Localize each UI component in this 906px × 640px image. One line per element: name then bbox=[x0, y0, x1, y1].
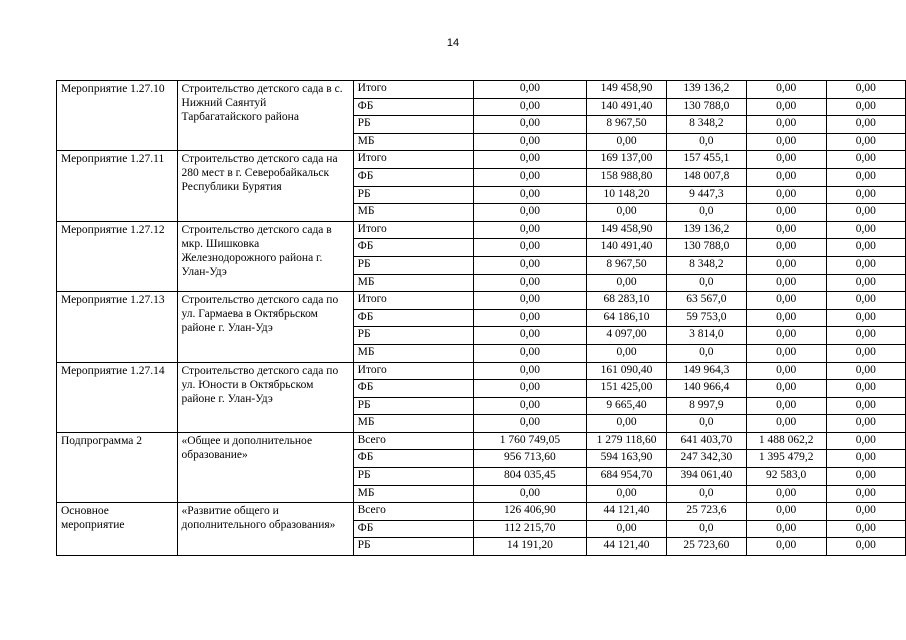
funding-source-cell: РБ bbox=[353, 538, 473, 556]
funding-source-cell: Всего bbox=[353, 432, 473, 450]
funding-source-cell: РБ bbox=[353, 468, 473, 486]
amount-cell-5: 0,00 bbox=[826, 256, 905, 274]
funding-source-cell: ФБ bbox=[353, 168, 473, 186]
funding-source-cell: МБ bbox=[353, 344, 473, 362]
amount-cell-1: 0,00 bbox=[473, 309, 586, 327]
amount-cell-2: 0,00 bbox=[587, 204, 667, 222]
table-row bbox=[57, 503, 906, 521]
amount-cell-2: 140 491,40 bbox=[587, 239, 667, 257]
amount-cell-3: 139 136,2 bbox=[666, 81, 746, 99]
amount-cell-1: 0,00 bbox=[473, 221, 586, 239]
amount-cell-5: 0,00 bbox=[826, 309, 905, 327]
amount-cell-2: 151 425,00 bbox=[587, 380, 667, 398]
amount-cell-4: 0,00 bbox=[746, 81, 826, 99]
amount-cell-5: 0,00 bbox=[826, 380, 905, 398]
funding-source-cell: ФБ bbox=[353, 239, 473, 257]
amount-cell-4: 0,00 bbox=[746, 256, 826, 274]
amount-cell-3: 0,0 bbox=[666, 133, 746, 151]
amount-cell-1: 0,00 bbox=[473, 98, 586, 116]
amount-cell-2: 161 090,40 bbox=[587, 362, 667, 380]
activity-description-cell: «Развитие общего и дополнительного образования» bbox=[177, 503, 353, 556]
amount-cell-1: 0,00 bbox=[473, 362, 586, 380]
amount-cell-1: 0,00 bbox=[473, 327, 586, 345]
activity-description-cell: Строительство детского сада по ул. Юности в Октябрьском районе г. Улан-Удэ bbox=[177, 362, 353, 432]
amount-cell-5: 0,00 bbox=[826, 327, 905, 345]
funding-source-cell: ФБ bbox=[353, 309, 473, 327]
amount-cell-4: 0,00 bbox=[746, 98, 826, 116]
amount-cell-3: 0,0 bbox=[666, 485, 746, 503]
amount-cell-2: 0,00 bbox=[587, 415, 667, 433]
amount-cell-4: 0,00 bbox=[746, 292, 826, 310]
activity-description-cell: «Общее и дополнительное образование» bbox=[177, 432, 353, 502]
amount-cell-5: 0,00 bbox=[826, 468, 905, 486]
amount-cell-1: 0,00 bbox=[473, 204, 586, 222]
amount-cell-1: 0,00 bbox=[473, 415, 586, 433]
amount-cell-3: 0,0 bbox=[666, 204, 746, 222]
amount-cell-4: 0,00 bbox=[746, 327, 826, 345]
amount-cell-3: 140 966,4 bbox=[666, 380, 746, 398]
amount-cell-3: 0,0 bbox=[666, 274, 746, 292]
funding-source-cell: МБ bbox=[353, 485, 473, 503]
amount-cell-4: 0,00 bbox=[746, 503, 826, 521]
amount-cell-2: 169 137,00 bbox=[587, 151, 667, 169]
amount-cell-2: 0,00 bbox=[587, 133, 667, 151]
amount-cell-1: 0,00 bbox=[473, 274, 586, 292]
amount-cell-3: 149 964,3 bbox=[666, 362, 746, 380]
amount-cell-2: 10 148,20 bbox=[587, 186, 667, 204]
amount-cell-2: 140 491,40 bbox=[587, 98, 667, 116]
activity-code-cell: Мероприятие 1.27.11 bbox=[57, 151, 178, 221]
amount-cell-5: 0,00 bbox=[826, 151, 905, 169]
amount-cell-2: 44 121,40 bbox=[587, 538, 667, 556]
amount-cell-2: 0,00 bbox=[587, 520, 667, 538]
amount-cell-4: 0,00 bbox=[746, 309, 826, 327]
amount-cell-5: 0,00 bbox=[826, 397, 905, 415]
amount-cell-3: 9 447,3 bbox=[666, 186, 746, 204]
amount-cell-1: 0,00 bbox=[473, 397, 586, 415]
activity-code-cell: Подпрограмма 2 bbox=[57, 432, 178, 502]
activity-description-cell: Строительство детского сада в с. Нижний Саянтуй Тарбагатайского района bbox=[177, 81, 353, 151]
funding-source-cell: ФБ bbox=[353, 450, 473, 468]
funding-source-cell: РБ bbox=[353, 116, 473, 134]
amount-cell-5: 0,00 bbox=[826, 503, 905, 521]
funding-source-cell: ФБ bbox=[353, 520, 473, 538]
activity-code-cell: Мероприятие 1.27.10 bbox=[57, 81, 178, 151]
amount-cell-4: 0,00 bbox=[746, 186, 826, 204]
amount-cell-2: 8 967,50 bbox=[587, 116, 667, 134]
amount-cell-4: 0,00 bbox=[746, 239, 826, 257]
page-number: 14 bbox=[446, 37, 460, 49]
funding-source-cell: МБ bbox=[353, 204, 473, 222]
amount-cell-4: 1 488 062,2 bbox=[746, 432, 826, 450]
amount-cell-2: 149 458,90 bbox=[587, 81, 667, 99]
amount-cell-5: 0,00 bbox=[826, 292, 905, 310]
amount-cell-5: 0,00 bbox=[826, 116, 905, 134]
amount-cell-4: 0,00 bbox=[746, 538, 826, 556]
amount-cell-5: 0,00 bbox=[826, 274, 905, 292]
funding-source-cell: РБ bbox=[353, 256, 473, 274]
amount-cell-3: 148 007,8 bbox=[666, 168, 746, 186]
amount-cell-4: 0,00 bbox=[746, 344, 826, 362]
amount-cell-1: 14 191,20 bbox=[473, 538, 586, 556]
amount-cell-1: 1 760 749,05 bbox=[473, 432, 586, 450]
amount-cell-3: 130 788,0 bbox=[666, 239, 746, 257]
amount-cell-5: 0,00 bbox=[826, 485, 905, 503]
amount-cell-2: 0,00 bbox=[587, 274, 667, 292]
table-row bbox=[57, 221, 906, 239]
amount-cell-5: 0,00 bbox=[826, 538, 905, 556]
activity-description-cell: Строительство детского сада в мкр. Шишковка Железнодорожного района г. Улан-Удэ bbox=[177, 221, 353, 291]
amount-cell-5: 0,00 bbox=[826, 239, 905, 257]
table-row bbox=[57, 432, 906, 450]
amount-cell-5: 0,00 bbox=[826, 204, 905, 222]
amount-cell-4: 0,00 bbox=[746, 485, 826, 503]
funding-source-cell: МБ bbox=[353, 133, 473, 151]
amount-cell-4: 0,00 bbox=[746, 151, 826, 169]
amount-cell-2: 44 121,40 bbox=[587, 503, 667, 521]
amount-cell-2: 0,00 bbox=[587, 485, 667, 503]
amount-cell-5: 0,00 bbox=[826, 362, 905, 380]
amount-cell-3: 3 814,0 bbox=[666, 327, 746, 345]
amount-cell-1: 0,00 bbox=[473, 168, 586, 186]
amount-cell-1: 0,00 bbox=[473, 380, 586, 398]
funding-source-cell: ФБ bbox=[353, 98, 473, 116]
amount-cell-4: 0,00 bbox=[746, 274, 826, 292]
amount-cell-2: 9 665,40 bbox=[587, 397, 667, 415]
amount-cell-4: 0,00 bbox=[746, 116, 826, 134]
amount-cell-5: 0,00 bbox=[826, 520, 905, 538]
amount-cell-1: 0,00 bbox=[473, 116, 586, 134]
activity-description-cell: Строительство детского сада по ул. Гармаева в Октябрьском районе г. Улан-Удэ bbox=[177, 292, 353, 362]
funding-source-cell: Итого bbox=[353, 362, 473, 380]
amount-cell-3: 641 403,70 bbox=[666, 432, 746, 450]
amount-cell-1: 0,00 bbox=[473, 133, 586, 151]
table-row bbox=[57, 362, 906, 380]
table-row bbox=[57, 151, 906, 169]
table-row bbox=[57, 292, 906, 310]
funding-source-cell: РБ bbox=[353, 186, 473, 204]
amount-cell-1: 0,00 bbox=[473, 186, 586, 204]
amount-cell-1: 956 713,60 bbox=[473, 450, 586, 468]
amount-cell-3: 59 753,0 bbox=[666, 309, 746, 327]
amount-cell-3: 0,0 bbox=[666, 344, 746, 362]
amount-cell-1: 0,00 bbox=[473, 81, 586, 99]
amount-cell-4: 92 583,0 bbox=[746, 468, 826, 486]
amount-cell-1: 0,00 bbox=[473, 256, 586, 274]
amount-cell-3: 247 342,30 bbox=[666, 450, 746, 468]
amount-cell-2: 594 163,90 bbox=[587, 450, 667, 468]
amount-cell-5: 0,00 bbox=[826, 221, 905, 239]
funding-source-cell: Итого bbox=[353, 81, 473, 99]
amount-cell-1: 112 215,70 bbox=[473, 520, 586, 538]
amount-cell-1: 0,00 bbox=[473, 292, 586, 310]
amount-cell-3: 0,0 bbox=[666, 520, 746, 538]
amount-cell-5: 0,00 bbox=[826, 81, 905, 99]
activity-code-cell: Основное мероприятие bbox=[57, 503, 178, 556]
amount-cell-4: 0,00 bbox=[746, 520, 826, 538]
amount-cell-2: 1 279 118,60 bbox=[587, 432, 667, 450]
activity-code-cell: Мероприятие 1.27.12 bbox=[57, 221, 178, 291]
amount-cell-3: 8 997,9 bbox=[666, 397, 746, 415]
amount-cell-2: 4 097,00 bbox=[587, 327, 667, 345]
amount-cell-5: 0,00 bbox=[826, 186, 905, 204]
table-body bbox=[57, 81, 906, 556]
amount-cell-1: 804 035,45 bbox=[473, 468, 586, 486]
amount-cell-2: 0,00 bbox=[587, 344, 667, 362]
amount-cell-4: 0,00 bbox=[746, 204, 826, 222]
amount-cell-5: 0,00 bbox=[826, 450, 905, 468]
amount-cell-3: 25 723,60 bbox=[666, 538, 746, 556]
amount-cell-3: 130 788,0 bbox=[666, 98, 746, 116]
amount-cell-2: 684 954,70 bbox=[587, 468, 667, 486]
activity-code-cell: Мероприятие 1.27.14 bbox=[57, 362, 178, 432]
amount-cell-4: 0,00 bbox=[746, 415, 826, 433]
funding-source-cell: РБ bbox=[353, 397, 473, 415]
amount-cell-4: 0,00 bbox=[746, 133, 826, 151]
funding-source-cell: ФБ bbox=[353, 380, 473, 398]
amount-cell-1: 126 406,90 bbox=[473, 503, 586, 521]
activity-description-cell: Строительство детского сада на 280 мест в г. Северобайкальск Республики Бурятия bbox=[177, 151, 353, 221]
amount-cell-3: 8 348,2 bbox=[666, 116, 746, 134]
amount-cell-3: 139 136,2 bbox=[666, 221, 746, 239]
funding-source-cell: МБ bbox=[353, 415, 473, 433]
amount-cell-4: 0,00 bbox=[746, 221, 826, 239]
amount-cell-5: 0,00 bbox=[826, 432, 905, 450]
amount-cell-3: 63 567,0 bbox=[666, 292, 746, 310]
amount-cell-3: 157 455,1 bbox=[666, 151, 746, 169]
amount-cell-2: 149 458,90 bbox=[587, 221, 667, 239]
table-row bbox=[57, 81, 906, 99]
funding-source-cell: Итого bbox=[353, 151, 473, 169]
amount-cell-5: 0,00 bbox=[826, 415, 905, 433]
amount-cell-4: 1 395 479,2 bbox=[746, 450, 826, 468]
amount-cell-2: 64 186,10 bbox=[587, 309, 667, 327]
amount-cell-1: 0,00 bbox=[473, 485, 586, 503]
amount-cell-4: 0,00 bbox=[746, 397, 826, 415]
funding-source-cell: РБ bbox=[353, 327, 473, 345]
amount-cell-3: 25 723,6 bbox=[666, 503, 746, 521]
funding-source-cell: МБ bbox=[353, 274, 473, 292]
amount-cell-3: 0,0 bbox=[666, 415, 746, 433]
funding-source-cell: Итого bbox=[353, 221, 473, 239]
amount-cell-1: 0,00 bbox=[473, 151, 586, 169]
funding-source-cell: Итого bbox=[353, 292, 473, 310]
amount-cell-3: 8 348,2 bbox=[666, 256, 746, 274]
amount-cell-5: 0,00 bbox=[826, 98, 905, 116]
amount-cell-5: 0,00 bbox=[826, 133, 905, 151]
amount-cell-3: 394 061,40 bbox=[666, 468, 746, 486]
amount-cell-5: 0,00 bbox=[826, 168, 905, 186]
amount-cell-2: 8 967,50 bbox=[587, 256, 667, 274]
amount-cell-1: 0,00 bbox=[473, 239, 586, 257]
amount-cell-4: 0,00 bbox=[746, 362, 826, 380]
amount-cell-2: 68 283,10 bbox=[587, 292, 667, 310]
amount-cell-5: 0,00 bbox=[826, 344, 905, 362]
amount-cell-4: 0,00 bbox=[746, 168, 826, 186]
funding-source-cell: Всего bbox=[353, 503, 473, 521]
amount-cell-2: 158 988,80 bbox=[587, 168, 667, 186]
activity-code-cell: Мероприятие 1.27.13 bbox=[57, 292, 178, 362]
amount-cell-4: 0,00 bbox=[746, 380, 826, 398]
amount-cell-1: 0,00 bbox=[473, 344, 586, 362]
budget-table bbox=[56, 80, 906, 556]
